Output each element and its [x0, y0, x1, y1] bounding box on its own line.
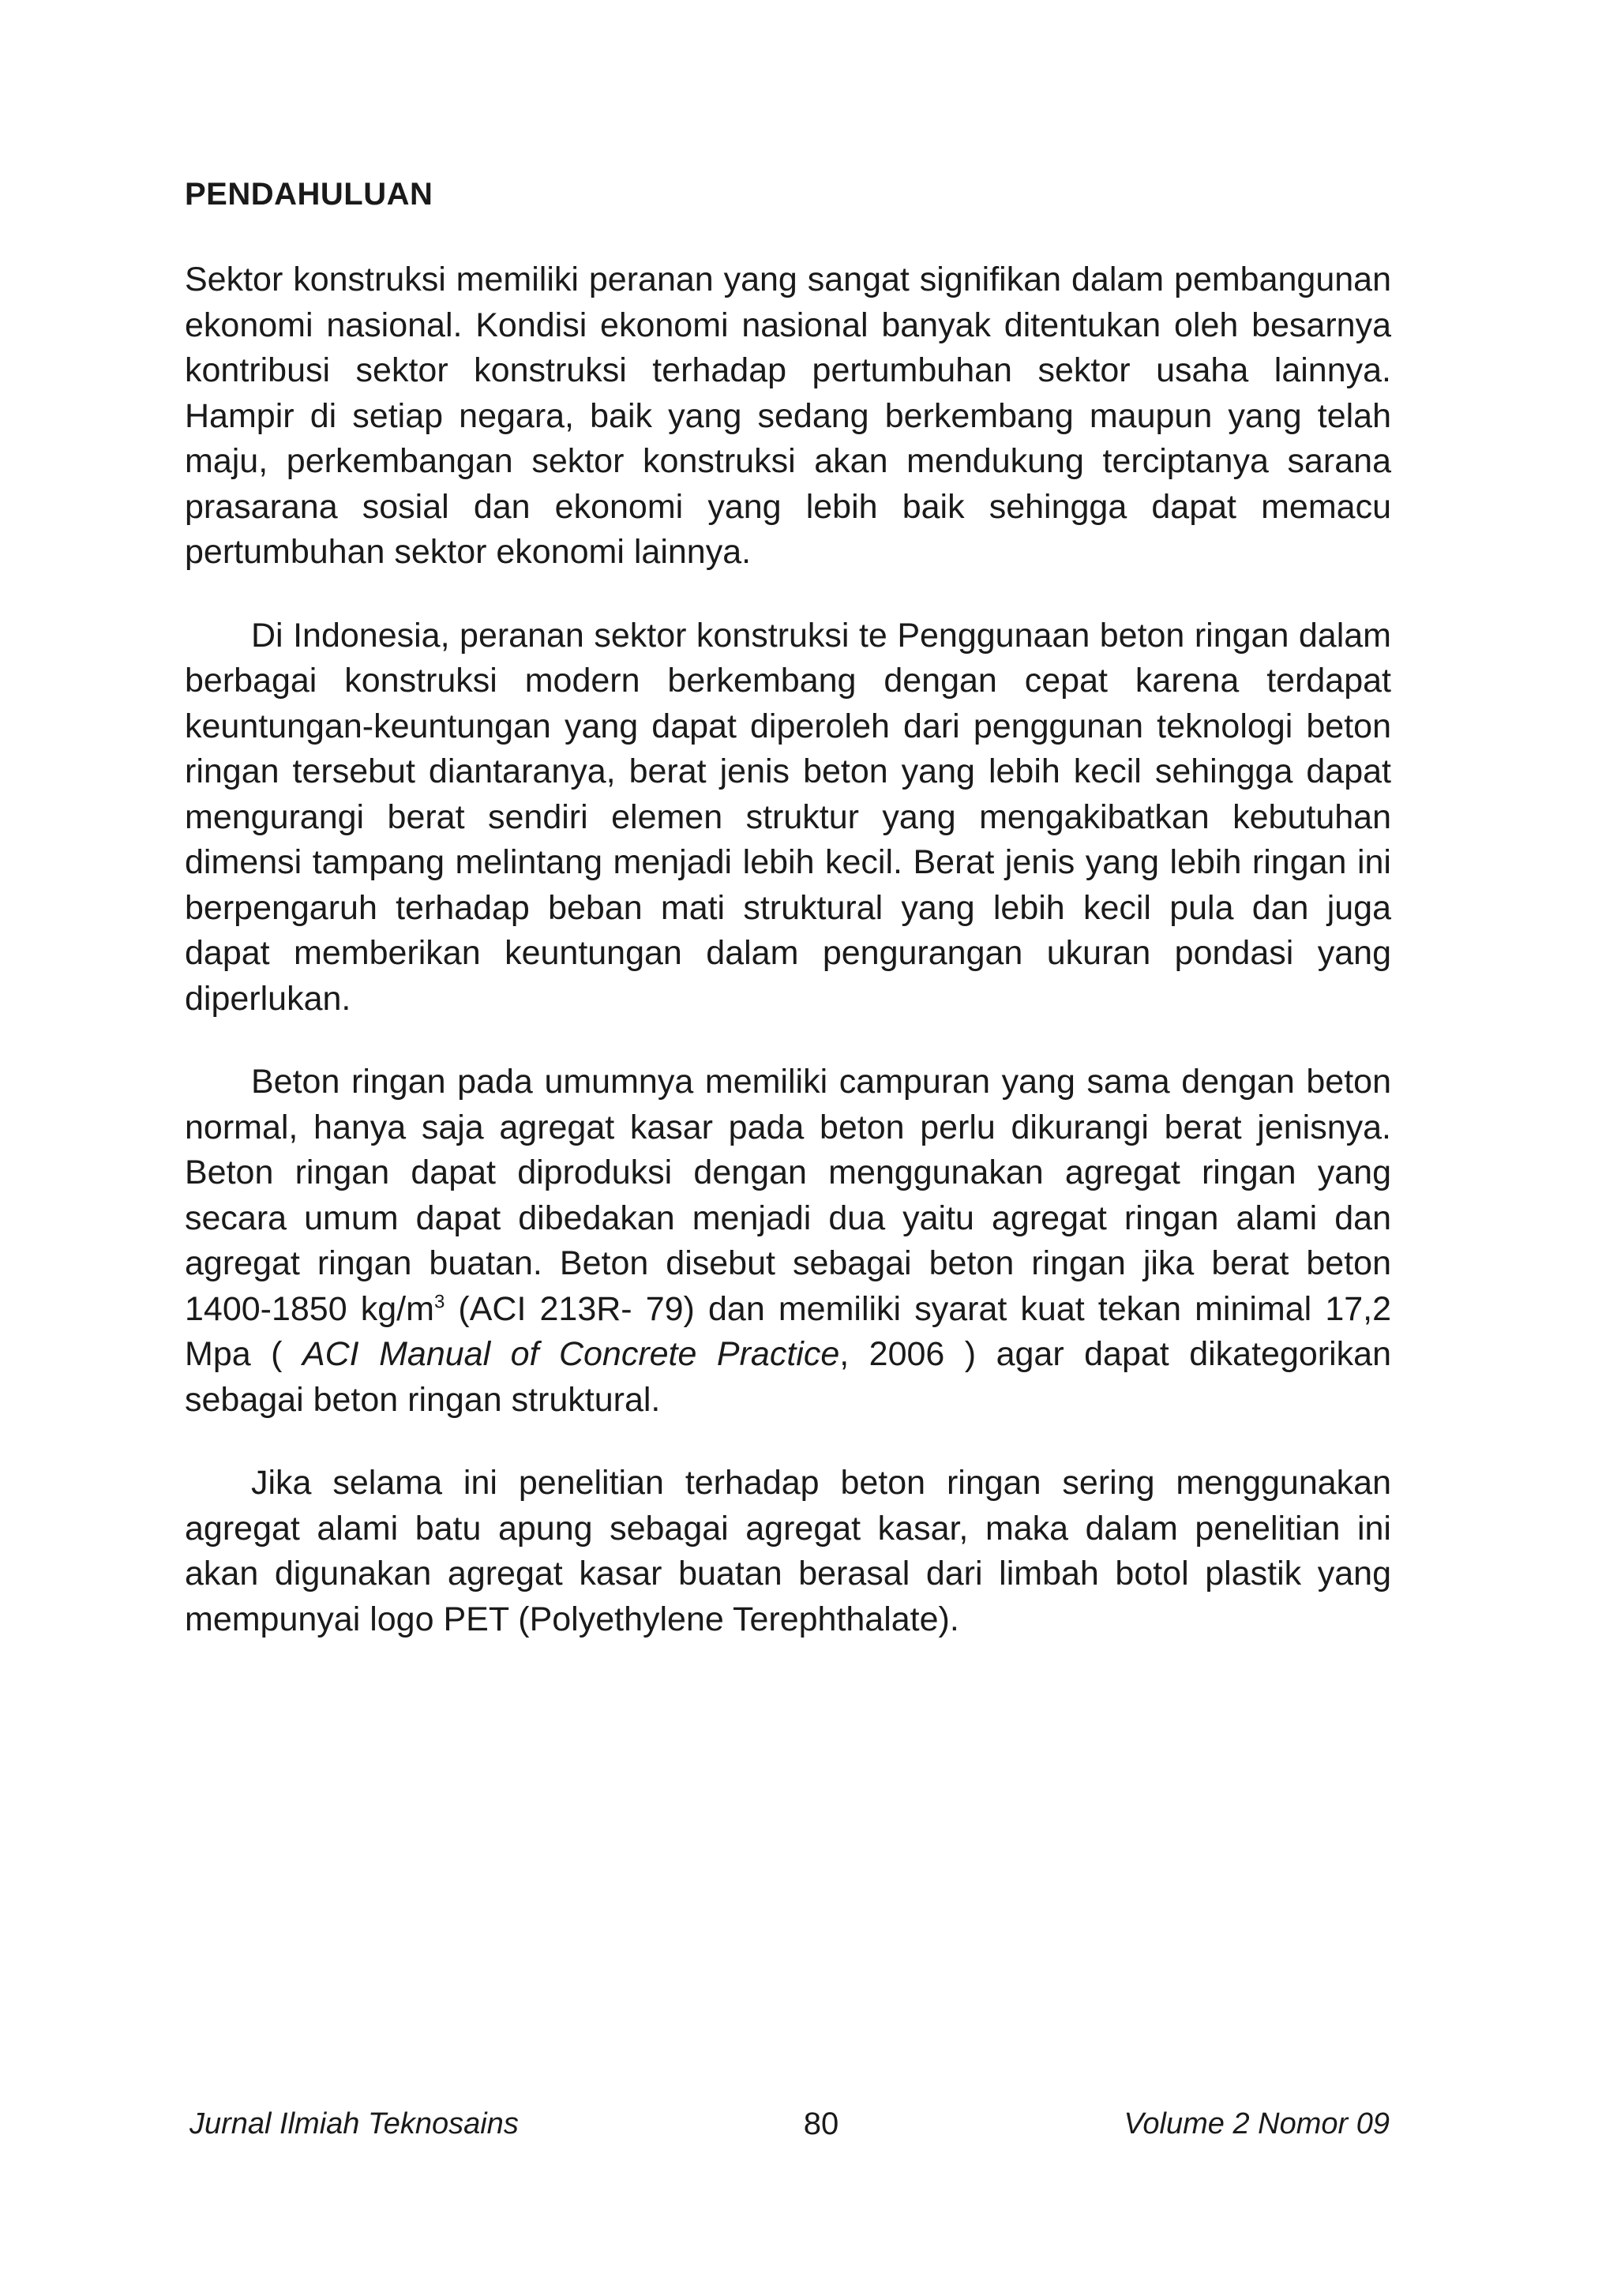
citation-title-italic: ACI Manual of Concrete Practice	[302, 1335, 840, 1373]
paragraph-4: Jika selama ini penelitian terhadap beton ringan sering menggunakan agregat alami batu apung sebagai agregat kasar, maka dalam penelitian ini akan digunakan agregat kasar buatan berasal dari limbah botol plastik yang mempunyai logo PET (Polyethylene Terephthalate).	[185, 1464, 1391, 1638]
paragraph-3-text-c: , 2006 ) agar dapat dikategorikan sebagai beton ringan struktural.	[185, 1335, 1391, 1419]
page-footer	[189, 2100, 1390, 2148]
footer-volume: Volume 2 Nomor 09	[1124, 2107, 1390, 2140]
footer-journal-name: Jurnal Ilmiah Teknosains	[189, 2107, 519, 2140]
footer-page-number: 80	[803, 2107, 839, 2141]
section-title: PENDAHULUAN	[185, 177, 433, 212]
page-content	[185, 175, 1391, 1680]
paragraph-2: Di Indonesia, peranan sektor konstruksi te Penggunaan beton ringan dalam berbagai konstruksi modern berkembang dengan cepat karena terdapat keuntungan-keuntungan yang dapat diperoleh dari penggunan teknologi beton ringan tersebut diantaranya, berat jenis beton yang lebih kecil sehingga dapat mengurangi berat sendiri elemen struktur yang mengakibatkan kebutuhan dimensi tampang melintang menjadi lebih kecil. Berat jenis yang lebih ringan ini berpengaruh terhadap beban mati struktural yang lebih kecil pula dan juga dapat memberikan keuntungan dalam pengurangan ukuran pondasi yang diperlukan.	[185, 616, 1391, 1018]
paragraph-3-text-b: (ACI 213R- 79) dan memiliki syarat kuat tekan minimal 17,2 Mpa (	[185, 1289, 1392, 1373]
superscript-exponent: 3	[433, 1291, 445, 1313]
paragraph-3	[185, 1060, 1391, 1423]
paragraph-3-text-a: Beton ringan pada umumnya memiliki campuran yang sama dengan beton normal, hanya saja agregat kasar pada beton perlu dikurangi berat jenisnya. Beton ringan dapat diproduksi dengan menggunakan agregat ringan yang secara umum dapat dibedakan menjadi dua yaitu agregat ringan alami dan agregat ringan buatan. Beton disebut sebagai beton ringan jika berat beton 1400-1850 kg/m	[185, 1063, 1391, 1328]
paragraph-1: Sektor konstruksi memiliki peranan yang sangat signifikan dalam pembangunan ekonomi nasional. Kondisi ekonomi nasional banyak ditentukan oleh besarnya kontribusi sektor konstruksi terhadap pertumbuhan sektor usaha lainnya. Hampir di setiap negara, baik yang sedang berkembang maupun yang telah maju, perkembangan sektor konstruksi akan mendukung terciptanya sarana prasarana sosial dan ekonomi yang lebih baik sehingga dapat memacu pertumbuhan sektor ekonomi lainnya.	[185, 261, 1391, 571]
